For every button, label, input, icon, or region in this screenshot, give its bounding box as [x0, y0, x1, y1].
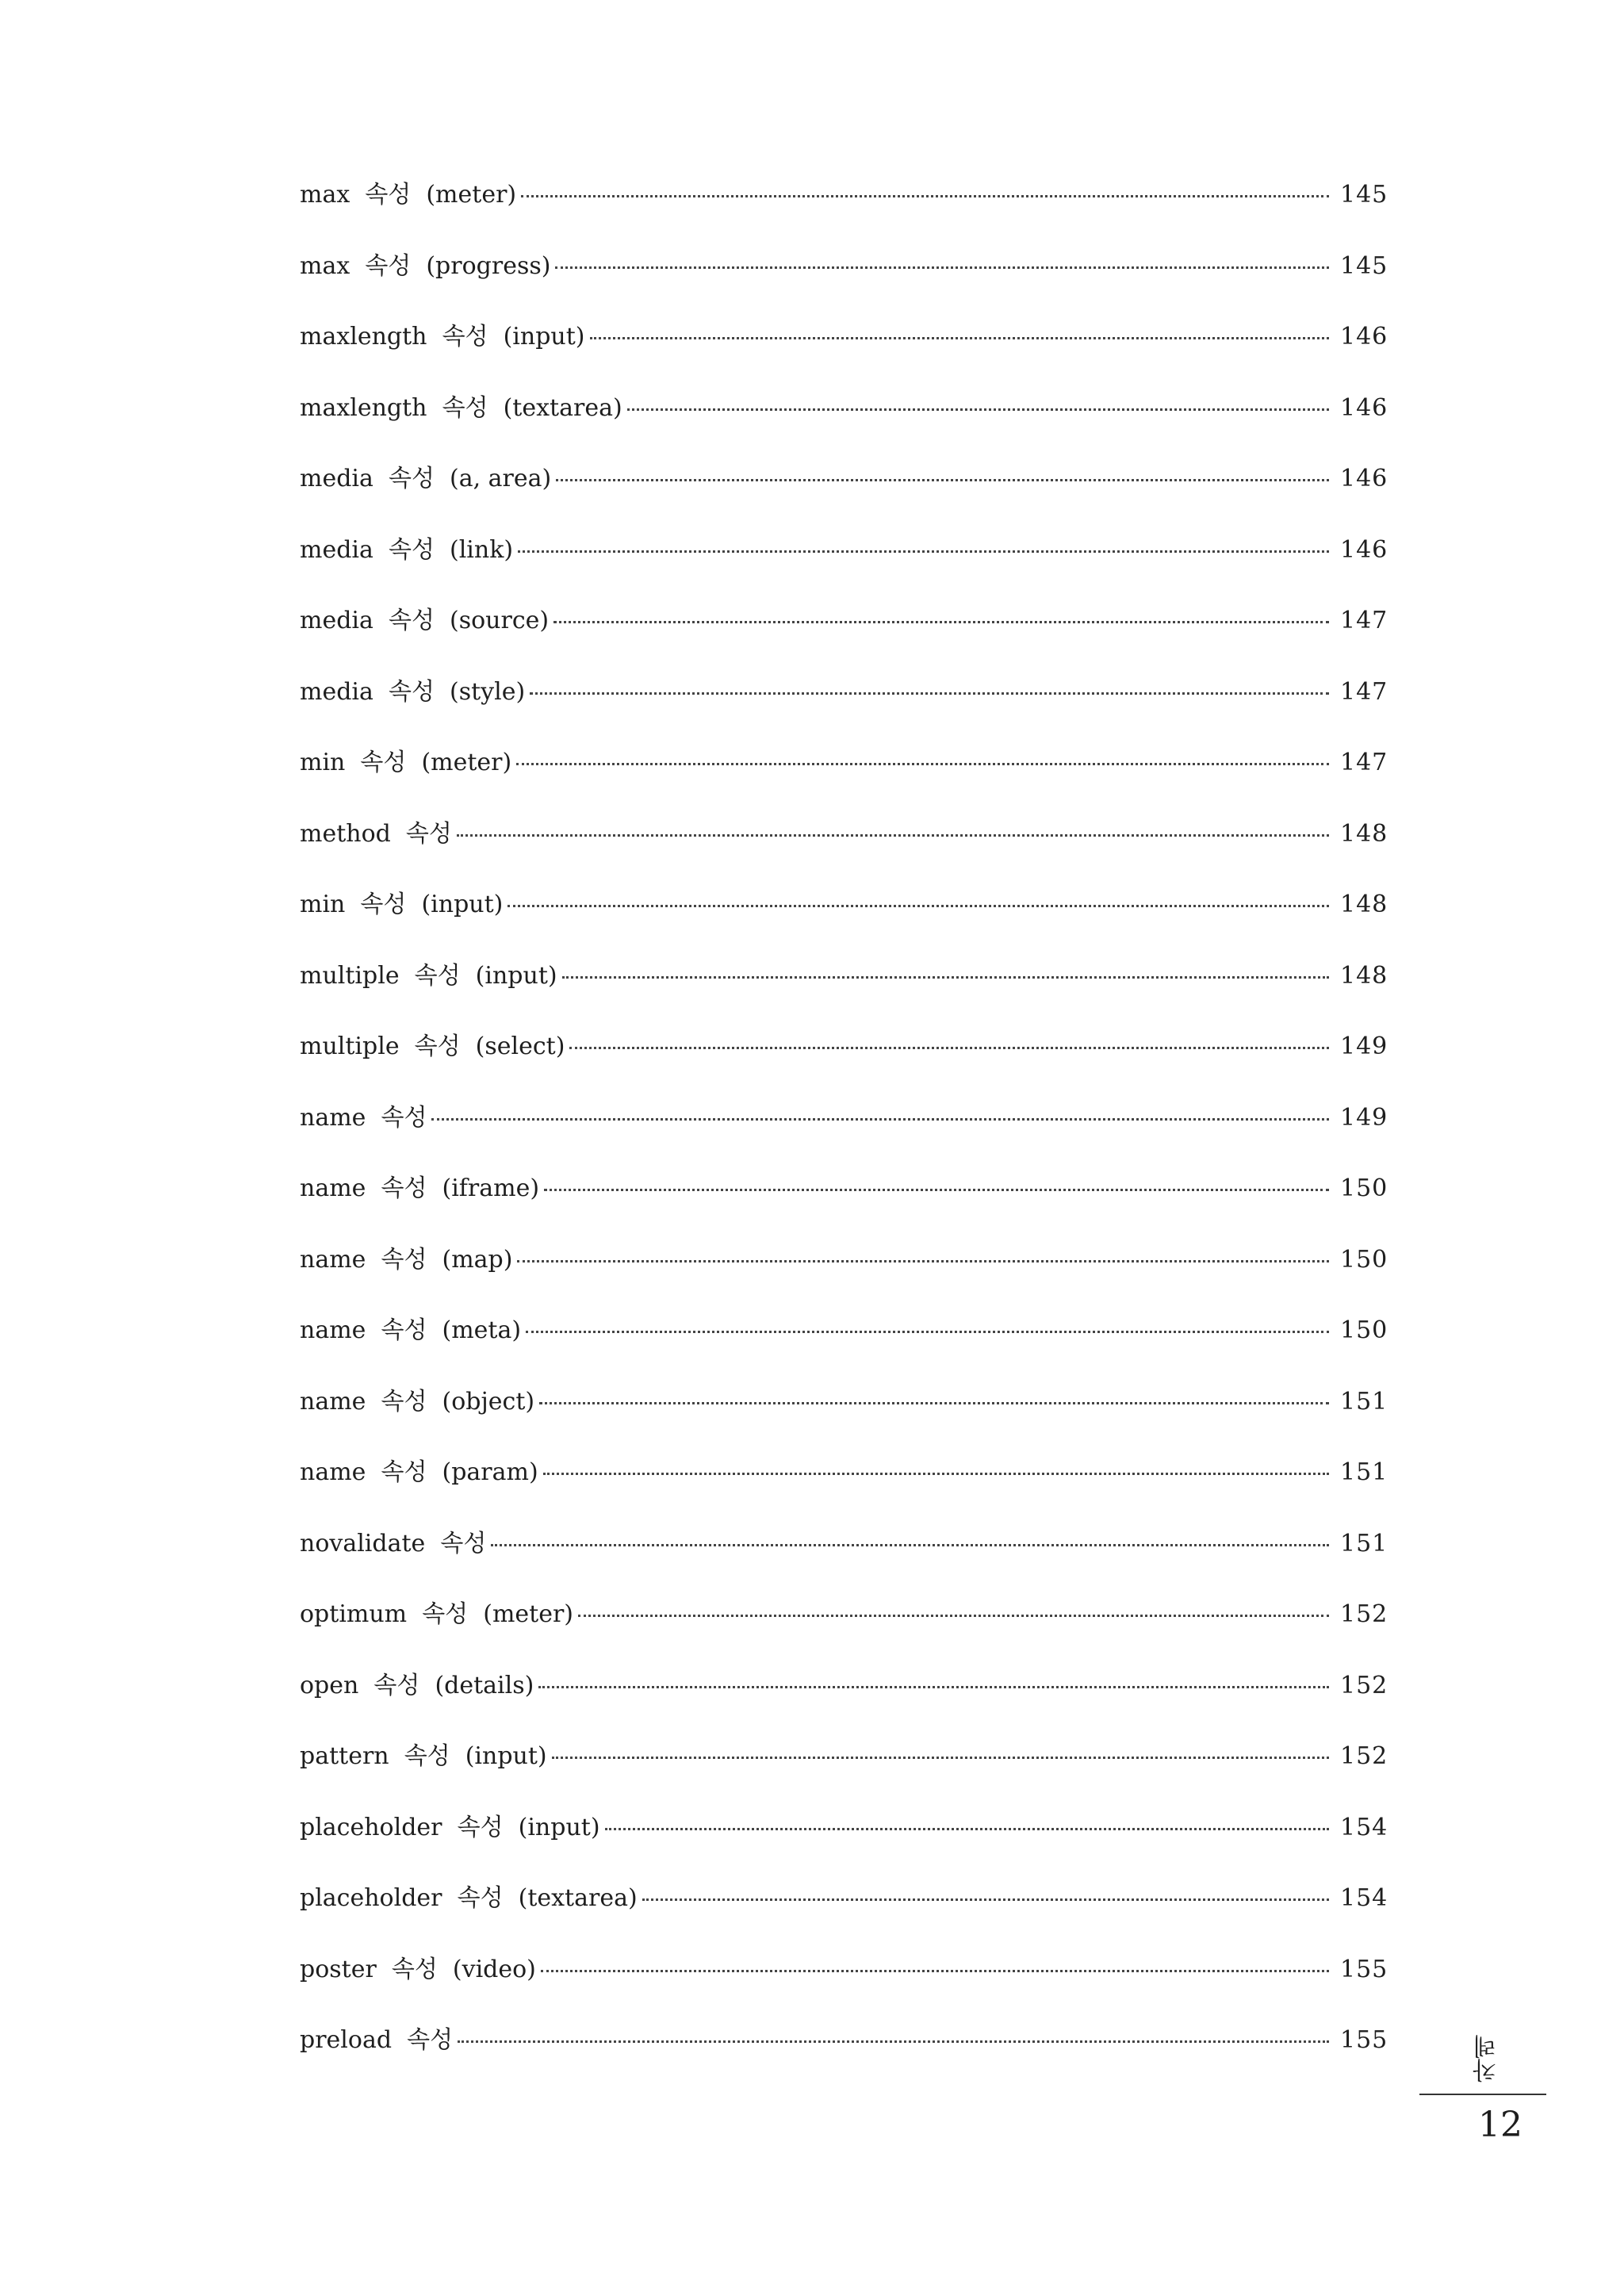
- toc-entry-page: 149: [1340, 1033, 1388, 1060]
- toc-entry-page: 152: [1340, 1742, 1388, 1770]
- toc-entry[interactable]: [300, 818, 1388, 890]
- toc-entry-page: 145: [1340, 251, 1388, 280]
- toc-entry[interactable]: [300, 1315, 1388, 1386]
- dot-leader: [530, 692, 1329, 695]
- dot-leader: [457, 834, 1329, 837]
- toc-entry-label: name 속성 (object): [300, 1387, 535, 1416]
- toc-entry-page: 146: [1340, 535, 1388, 564]
- toc-entry[interactable]: [300, 1812, 1388, 1883]
- toc-entry-label: optimum 속성 (meter): [300, 1600, 573, 1628]
- toc-entry[interactable]: [300, 321, 1388, 393]
- toc-entry[interactable]: [300, 1457, 1388, 1528]
- toc-entry-label: name 속성 (param): [300, 1458, 538, 1486]
- toc-entry[interactable]: [300, 889, 1388, 960]
- tab-divider: [1419, 2094, 1546, 2095]
- toc-entry[interactable]: [300, 960, 1388, 1032]
- toc-entry[interactable]: [300, 1528, 1388, 1600]
- toc-entry-page: 145: [1340, 181, 1388, 209]
- toc-entry-label: name 속성: [300, 1103, 427, 1132]
- toc-entry-page: 148: [1340, 961, 1388, 990]
- toc-entry-page: 146: [1340, 323, 1388, 351]
- dot-leader: [538, 1686, 1329, 1688]
- dot-leader: [605, 1828, 1329, 1830]
- toc-entry-label: name 속성 (meta): [300, 1316, 522, 1344]
- dot-leader: [627, 408, 1329, 411]
- dot-leader: [526, 1331, 1329, 1333]
- toc-entry-page: 147: [1340, 677, 1388, 706]
- table-of-contents: [300, 179, 1388, 2096]
- toc-entry[interactable]: [300, 1599, 1388, 1670]
- dot-leader: [508, 905, 1329, 907]
- toc-entry-label: placeholder 속성 (input): [300, 1813, 600, 1841]
- toc-entry-page: 147: [1340, 749, 1388, 776]
- toc-entry[interactable]: [300, 1954, 1388, 2025]
- dot-leader: [552, 1757, 1329, 1759]
- toc-entry-page: 150: [1340, 1245, 1388, 1274]
- chapter-side-tab: [1419, 2021, 1554, 2145]
- toc-entry-label: pattern 속성 (input): [300, 1742, 547, 1770]
- toc-entry[interactable]: [300, 534, 1388, 606]
- dot-leader: [539, 1402, 1329, 1404]
- toc-entry-label: maxlength 속성 (input): [300, 323, 585, 351]
- dot-leader: [569, 1047, 1329, 1049]
- toc-entry-label: media 속성 (a, area): [300, 465, 552, 492]
- toc-entry[interactable]: [300, 463, 1388, 534]
- dot-leader: [578, 1615, 1329, 1617]
- dot-leader: [491, 1544, 1329, 1546]
- toc-entry[interactable]: [300, 393, 1388, 464]
- dot-leader: [517, 1260, 1329, 1262]
- toc-entry-label: min 속성 (meter): [300, 749, 512, 776]
- toc-entry-page: 155: [1340, 1955, 1388, 1983]
- toc-entry-label: multiple 속성 (select): [300, 1033, 565, 1060]
- toc-entry-page: 150: [1340, 1174, 1388, 1202]
- toc-entry-label: novalidate 속성: [300, 1529, 487, 1557]
- toc-entry[interactable]: [300, 1741, 1388, 1812]
- toc-entry-label: min 속성 (input): [300, 891, 504, 918]
- toc-entry[interactable]: [300, 1883, 1388, 1954]
- toc-entry[interactable]: [300, 1386, 1388, 1458]
- toc-entry-page: 152: [1340, 1600, 1388, 1628]
- toc-entry-page: 150: [1340, 1316, 1388, 1344]
- toc-entry[interactable]: [300, 2025, 1388, 2096]
- toc-entry[interactable]: [300, 605, 1388, 676]
- dot-leader: [516, 763, 1329, 765]
- toc-entry-page: 155: [1340, 2026, 1388, 2054]
- dot-leader: [543, 1473, 1329, 1475]
- toc-entry[interactable]: [300, 1031, 1388, 1102]
- toc-entry-label: media 속성 (link): [300, 535, 514, 564]
- toc-entry[interactable]: [300, 1173, 1388, 1244]
- toc-entry-label: preload 속성: [300, 2026, 454, 2054]
- toc-entry-label: max 속성 (progress): [300, 251, 551, 280]
- dot-leader: [555, 266, 1329, 269]
- toc-entry[interactable]: [300, 1244, 1388, 1316]
- toc-entry-label: name 속성 (map): [300, 1245, 513, 1274]
- toc-entry-page: 147: [1340, 607, 1388, 634]
- dot-leader: [562, 976, 1329, 979]
- toc-entry[interactable]: [300, 1670, 1388, 1741]
- dot-leader: [541, 1970, 1329, 1972]
- toc-entry-page: 146: [1340, 465, 1388, 492]
- toc-entry-label: media 속성 (style): [300, 677, 526, 706]
- toc-entry-page: 146: [1340, 393, 1388, 422]
- toc-entry-label: media 속성 (source): [300, 607, 550, 634]
- dot-leader: [458, 2040, 1329, 2043]
- dot-leader: [518, 550, 1329, 553]
- toc-entry[interactable]: [300, 1102, 1388, 1174]
- toc-entry-label: poster 속성 (video): [300, 1955, 536, 1983]
- toc-entry-page: 151: [1340, 1458, 1388, 1486]
- toc-entry-label: max 속성 (meter): [300, 181, 517, 209]
- page-number: 12: [1478, 2105, 1522, 2145]
- toc-entry[interactable]: [300, 676, 1388, 748]
- toc-entry[interactable]: [300, 251, 1388, 322]
- toc-entry-page: 154: [1340, 1813, 1388, 1841]
- toc-entry-label: open 속성 (details): [300, 1671, 534, 1699]
- chapter-label: 차례: [1473, 2035, 1501, 2082]
- toc-entry[interactable]: [300, 747, 1388, 818]
- toc-entry-label: name 속성 (iframe): [300, 1174, 540, 1202]
- toc-entry-page: 148: [1340, 891, 1388, 918]
- dot-leader: [642, 1898, 1329, 1901]
- toc-entry-label: method 속성: [300, 819, 452, 848]
- dot-leader: [553, 621, 1329, 623]
- toc-entry-page: 151: [1340, 1529, 1388, 1557]
- dot-leader: [590, 337, 1329, 339]
- toc-entry-page: 152: [1340, 1671, 1388, 1699]
- dot-leader: [556, 479, 1329, 481]
- toc-entry-label: placeholder 속성 (textarea): [300, 1884, 638, 1912]
- dot-leader: [521, 195, 1329, 197]
- toc-entry-label: multiple 속성 (input): [300, 961, 557, 990]
- toc-entry-page: 151: [1340, 1387, 1388, 1416]
- toc-entry-page: 149: [1340, 1103, 1388, 1132]
- toc-entry-page: 154: [1340, 1884, 1388, 1912]
- dot-leader: [431, 1118, 1329, 1121]
- toc-entry[interactable]: [300, 179, 1388, 251]
- dot-leader: [544, 1189, 1329, 1191]
- toc-entry-label: maxlength 속성 (textarea): [300, 393, 622, 422]
- toc-entry-page: 148: [1340, 819, 1388, 848]
